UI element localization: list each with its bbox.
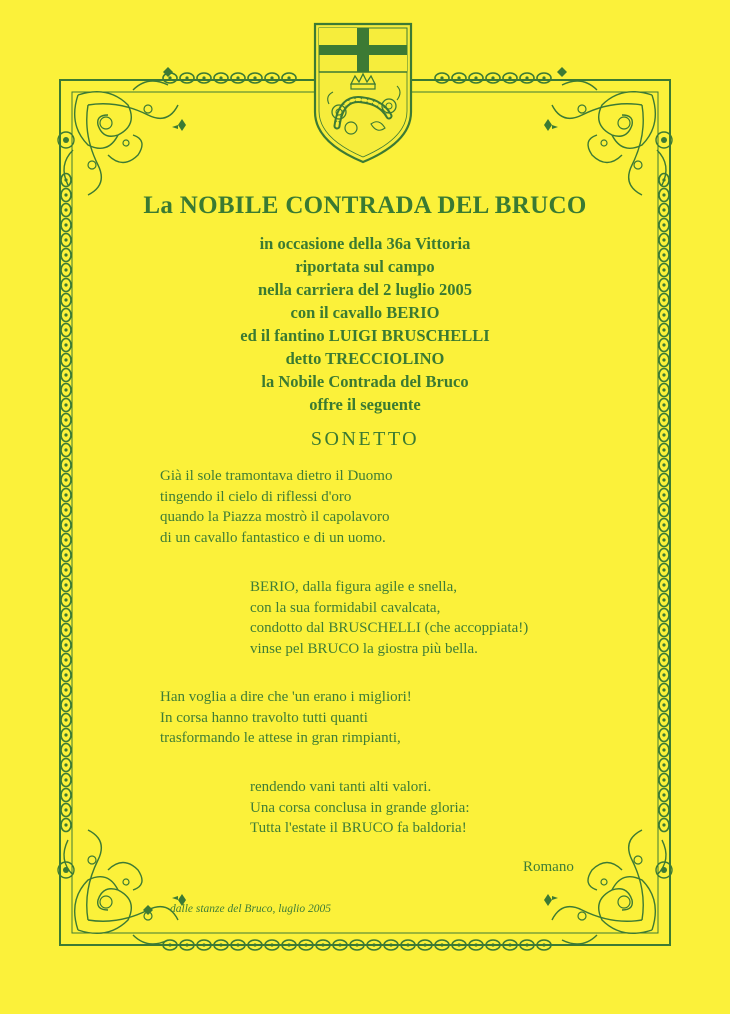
poem-line: rendendo vani tanti alti valori. [250,779,432,795]
poem-title: SONETTO [310,428,420,450]
poem-line: BERIO, dalla figura agile e snella, [250,579,458,595]
contrada-crest-emblem [311,16,415,166]
stanza-3 [160,687,412,749]
poem-line: Una corsa conclusa in grande gloria: [250,799,470,816]
intro-line: detto TRECCIOLINO [285,349,445,368]
intro-line: offre il seguente [309,395,421,414]
poem-line: di un cavallo fantastico e di un uomo. [160,529,386,546]
poem-author: Romano [523,859,574,875]
poem-line: condotto dal BRUSCHELLI (che accoppiata!) [250,620,529,636]
stanza-2 [250,577,528,659]
stanza-4 [250,777,470,839]
poem-line: trasformando le attese in gran rimpianti, [160,730,401,746]
poem-line: Han voglia a dire che 'un erano i migliori! [160,689,412,705]
footer-note: dalle stanze del Bruco, luglio 2005 [170,903,331,915]
poem-line: Già il sole tramontava dietro il Duomo [160,468,393,484]
intro-line: riportata sul campo [295,257,435,276]
poem-line: vinse pel BRUCO la giostra più bella. [250,640,478,657]
poem-line: Tutta l'estate il BRUCO fa baldoria! [250,820,467,836]
stanza-1 [160,466,392,548]
intro-block [120,232,610,416]
intro-line: in occasione della 36a Vittoria [259,234,471,253]
intro-line: la Nobile Contrada del Bruco [261,372,469,391]
intro-line: nella carriera del 2 luglio 2005 [257,280,472,299]
intro-line: ed il fantino LUIGI BRUSCHELLI [240,326,490,345]
poem-line: quando la Piazza mostrò il capolavoro [160,509,390,525]
intro-line: con il cavallo BERIO [290,303,440,322]
poem-line: con la sua formidabil cavalcata, [250,599,441,616]
poem-line: tingendo il cielo di riflessi d'oro [160,488,352,505]
poem-line: In corsa hanno travolto tutti quanti [160,709,368,726]
document-title: La NOBILE CONTRADA DEL BRUCO [143,192,587,219]
